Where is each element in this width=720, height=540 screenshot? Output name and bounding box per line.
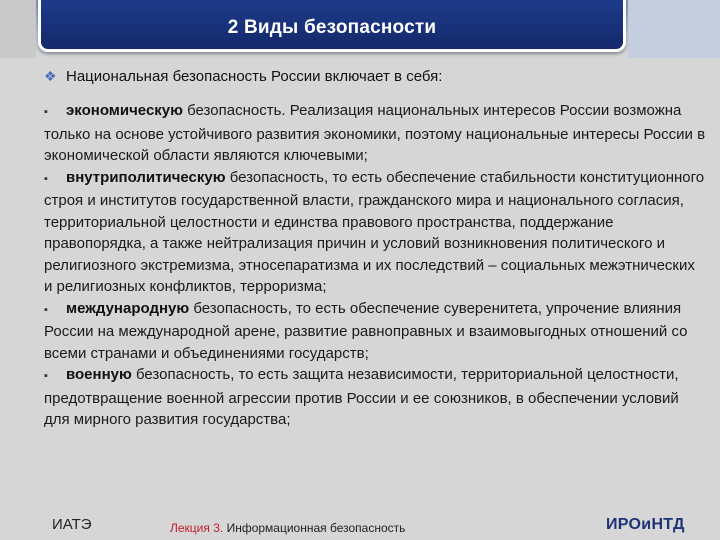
footer-lecture [170,521,405,535]
list-item [44,364,706,431]
header-left-panel [0,0,36,58]
list-item [44,298,706,365]
footer-org: ИАТЭ [52,516,92,533]
item-keyword: международную [66,299,190,317]
page-title: 2 Виды безопасности [227,17,437,38]
diamond-icon: ❖ [44,67,57,84]
heading-text: Национальная безопасность России включает в себя: [66,67,443,85]
square-bullet-icon: ▪ [44,370,48,382]
item-keyword: внутриполитическую [66,168,226,186]
lecture-title: Информационная безопасность [226,521,406,535]
square-bullet-icon: ▪ [44,106,48,118]
item-text: безопасность, то есть обеспечение стабильности конституционного строя и институтов государственной власти, гражданского мира и национального согласия, территориальной целостности и единства правового пространства, поддержание правопорядка, а также нейтрализация причин и условий возникновения политического и религиозного экстремизма, этносепаратизма и их последствий – социальных межэтнических и религиозных конфликтов, терроризма; [44,168,705,295]
footer-institute: ИРОиНТД [606,516,685,533]
list-item [44,100,706,167]
item-text: безопасность, то есть защита независимости, территориальной целостности, предотвращение военной агрессии против России и ее союзников, в обеспечении условий для мирного развития государства; [44,366,679,428]
list-item [44,167,706,298]
content-body [44,100,706,530]
item-keyword: экономическую [66,102,183,119]
item-text: безопасность. Реализация национальных интересов России возможна только на основе устойчивого развития экономики, поэтому национальные интересы России в экономической области являются ключевыми; [44,102,706,164]
lecture-number: 3. [213,521,224,535]
header-right-panel [628,0,720,58]
square-bullet-icon: ▪ [44,172,48,185]
footer [0,510,720,540]
item-keyword: военную [66,366,132,383]
title-box [38,0,626,52]
square-bullet-icon: ▪ [44,303,48,316]
lecture-prefix: Лекция [170,521,210,535]
section-heading [44,64,704,88]
item-text: безопасность, то есть обеспечение суверенитета, упрочение влияния России на международной арене, развитие равноправных и взаимовыгодных отношений со всеми странами и объединениями государств; [44,299,688,362]
